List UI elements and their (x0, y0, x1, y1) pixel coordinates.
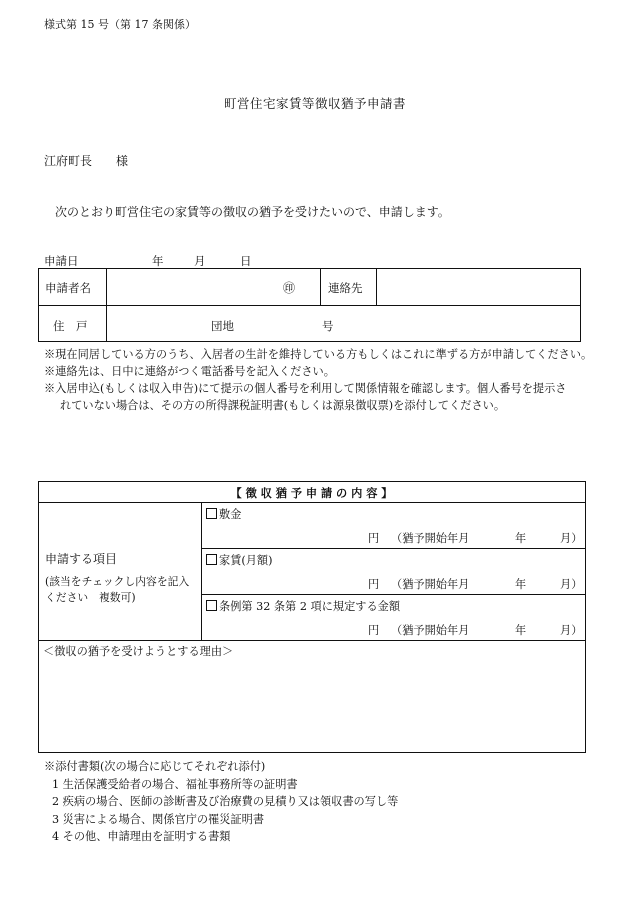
applicant-name-label: 申請者名 (45, 281, 91, 295)
yen-label: 円 (368, 532, 380, 545)
seal-mark: ㊞ (283, 281, 296, 295)
attachment-item: 2 疾病の場合、医師の診断書及び治療費の見積り又は領収書の写し等 (52, 795, 399, 808)
attachments-title: ※添付書類(次の場合に応じてそれぞれ添付) (44, 760, 266, 773)
start-label: （猶予開始年月 (391, 578, 470, 591)
attachments (44, 758, 604, 846)
year-label: 年 (515, 532, 527, 545)
attachment-item: 4 その他、申請理由を証明する書類 (52, 830, 231, 843)
option-ordinance[interactable] (206, 598, 400, 614)
yen-label: 円 (368, 578, 380, 591)
month-label: 月） (560, 578, 583, 591)
checkbox-rent[interactable] (206, 554, 217, 565)
address-label: 住 戸 (53, 319, 88, 333)
month-label: 月） (560, 624, 583, 637)
address-field[interactable] (109, 309, 569, 339)
notes (44, 346, 604, 414)
checkbox-ordinance[interactable] (206, 600, 217, 611)
note-3: ※入居申込(もしくは収入申告)にて提示の個人番号を利用して関係情報を確認します。個人番号を提示さ (44, 382, 567, 395)
date-day-label: 日 (240, 254, 252, 268)
application-date-label: 申請日 (44, 254, 79, 268)
option-label: 条例第 32 条第 2 項に規定する金額 (219, 600, 401, 613)
date-year-label: 年 (152, 254, 164, 268)
attachment-item: 1 生活保護受給者の場合、福祉事務所等の証明書 (52, 777, 298, 791)
start-label: （猶予開始年月 (391, 624, 470, 637)
yen-label: 円 (368, 624, 380, 637)
applicant-table (38, 268, 581, 342)
item-hint-2: ください 複数可) (45, 591, 136, 604)
unit-label: 号 (322, 319, 334, 333)
option-shikikin[interactable] (206, 506, 241, 522)
checkbox-shikikin[interactable] (206, 508, 217, 519)
start-label: （猶予開始年月 (391, 532, 470, 545)
note-2: ※連絡先は、日中に連絡がつく電話番号を記入ください。 (44, 365, 335, 378)
date-month-label: 月 (194, 254, 206, 268)
item-label: 申請する項目 (45, 552, 118, 566)
danchi-label: 団地 (211, 319, 234, 333)
item-hint-1: (該当をチェックし内容を記入 (45, 575, 190, 588)
year-label: 年 (515, 578, 527, 591)
form-number: 様式第 15 号（第 17 条関係） (44, 18, 196, 31)
option-rent[interactable] (206, 552, 272, 568)
reason-label: ＜徴収の猶予を受けようとする理由＞ (43, 645, 234, 658)
deferment-header: 【 徴 収 猶 予 申 請 の 内 容 】 (230, 486, 393, 500)
attachment-item: 3 災害による場合、関係官庁の罹災証明書 (52, 812, 265, 826)
month-label: 月） (560, 532, 583, 545)
year-label: 年 (515, 624, 527, 637)
page-title: 町営住宅家賃等徴収猶予申請書 (223, 96, 406, 111)
deferment-table (38, 481, 586, 753)
intro-text: 次のとおり町営住宅の家賃等の徴収の猶予を受けたいので、申請します。 (55, 205, 450, 219)
addressee: 江府町長 様 (44, 154, 129, 168)
note-3-continued: れていない場合は、その方の所得課税証明書(もしくは源泉徴収票)を添付してください。 (60, 399, 506, 412)
option-label: 敷金 (219, 508, 242, 521)
note-1: ※現在同居している方のうち、入居者の生計を維持している方もしくはこれに準ずる方が申請してください。 (44, 348, 593, 361)
option-label: 家賃(月額) (219, 554, 273, 567)
contact-field[interactable] (379, 273, 575, 301)
contact-label: 連絡先 (328, 281, 363, 295)
reason-field[interactable] (43, 660, 579, 748)
